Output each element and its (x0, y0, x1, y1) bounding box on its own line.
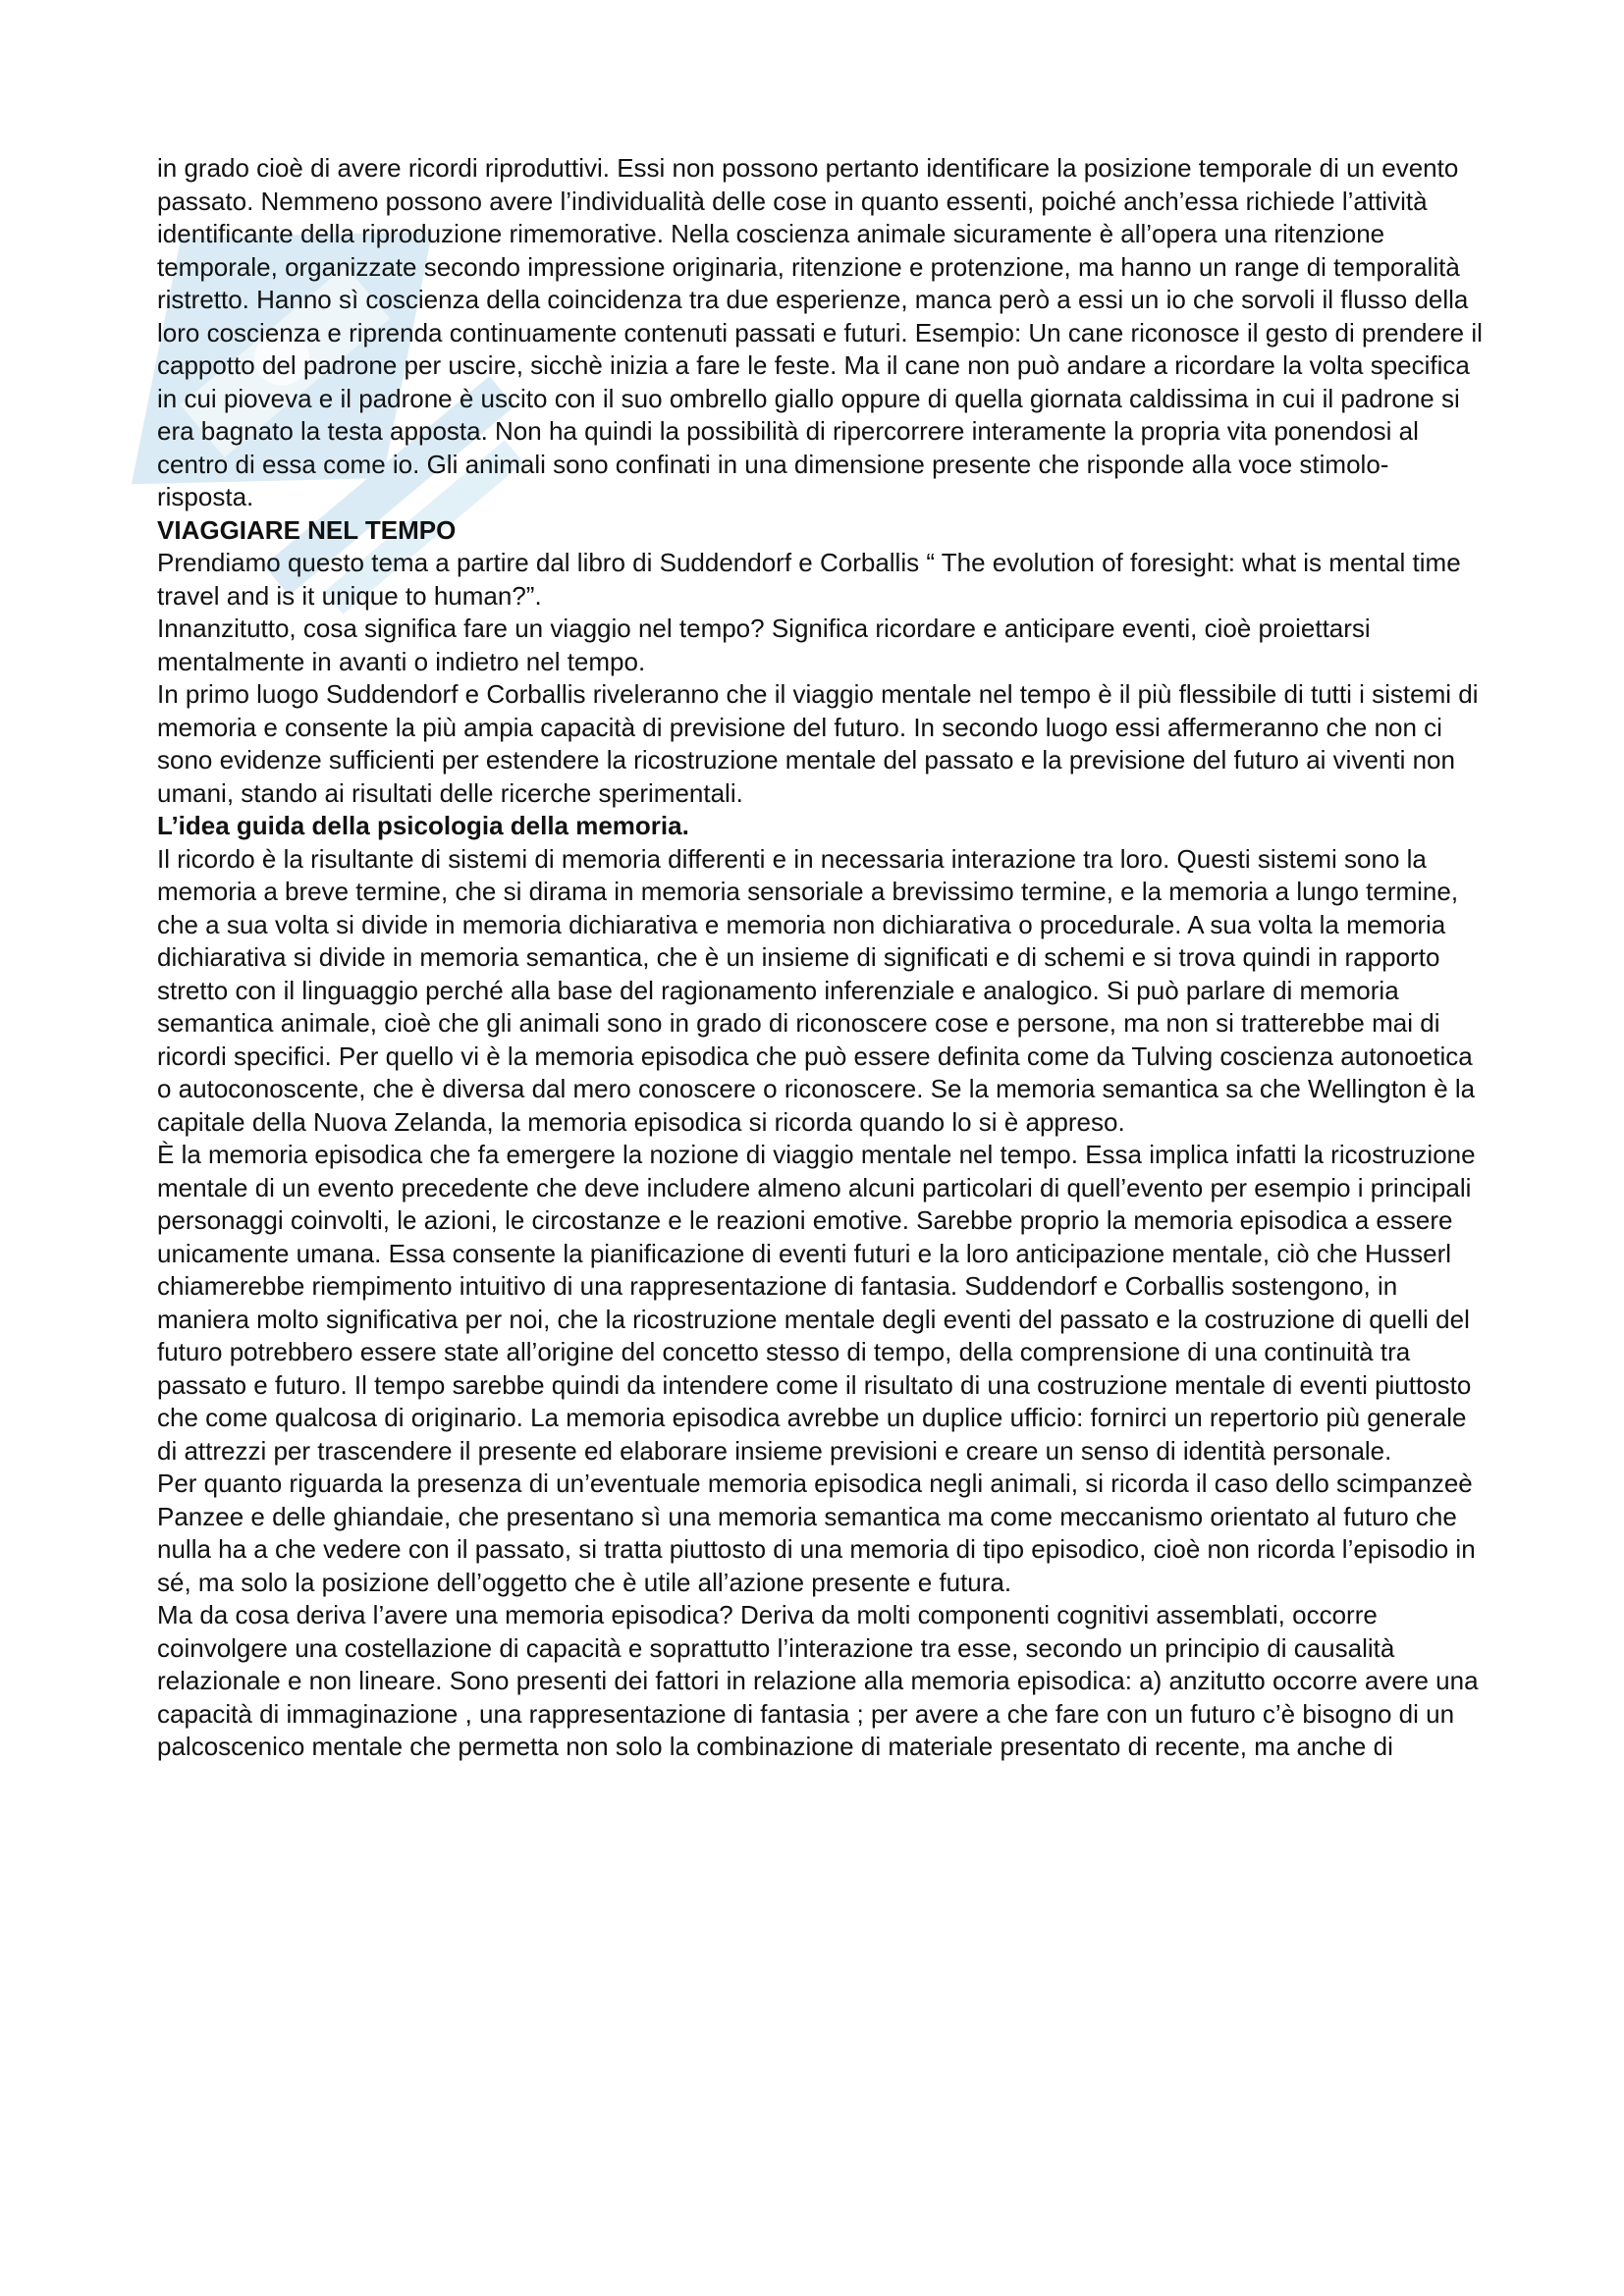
paragraph-memory-systems: Il ricordo è la risultante di sistemi di memoria differenti e in necessaria interazione tra loro. Questi sistemi sono la memoria a breve termine, che si dirama in memoria sensoriale a brevissimo termine, e la memoria a lungo termine, che a sua volta si divide in memoria dichiarativa e memoria non dichiarativa o procedurale. A sua volta la memoria dichiarativa si divide in memoria semantica, che è un insieme di significati e di schemi e si trova quindi in rapporto stretto con il linguaggio perché alla base del ragionamento inferenziale e analogico. Si può parlare di memoria semantica animale, cioè che gli animali sono in grado di riconoscere cose e persone, ma non si tratterebbe mai di ricordi specifici. Per quello vi è la memoria episodica che può essere definita come da Tulving coscienza autonoetica o autoconoscente, che è diversa dal mero conoscere o riconoscere. Se la memoria semantica sa che Wellington è la capitale della Nuova Zelanda, la memoria episodica si ricorda quando lo si è appreso. (157, 843, 1476, 1137)
paragraph-intro: in grado cioè di avere ricordi riproduttivi. Essi non possono pertanto identificare la posizione temporale di un evento passato. Nemmeno possono avere l’individualità delle cose in quanto essenti, poiché anch’essa richiede l’attività identificante della riproduzione rimemorative. Nella coscienza animale sicuramente è all’opera una ritenzione temporale, organizzate secondo impressione originaria, ritenzione e protenzione, ma hanno un range di temporalità ristretto. Hanno sì coscienza della coincidenza tra due esperienze, manca però a essi un io che sorvoli il flusso della loro coscienza e riprenda continuamente contenuti passati e futuri. Esempio: Un cane riconosce il gesto di prendere il cappotto del padrone per uscire, sicchè inizia a fare le feste. Ma il cane non può andare a ricordare la volta specifica in cui pioveva e il padrone è uscito con il suo ombrello giallo oppure di quella giornata caldissima in cui il padrone si era bagnato la testa apposta. Non ha quindi la possibilità di ripercorrere interamente la propria vita ponendosi al centro di essa come io. Gli animali sono confinati in una dimensione presente che risponde alla voce stimolo-risposta. (157, 153, 1483, 511)
document-body (157, 152, 1485, 1764)
paragraph-suddendorf-book: Prendiamo questo tema a partire dal libro di Suddendorf e Corballis “ The evolution of foresight: what is mental time travel and is it unique to human?”. (157, 548, 1461, 611)
paragraph-animals-episodic: Per quanto riguarda la presenza di un’eventuale memoria episodica negli animali, si ricorda il caso dello scimpanzeè Panzee e delle ghiandaie, che presentano sì una memoria semantica ma come meccanismo orientato al futuro che nulla ha a che vedere con il passato, si tratta piuttosto di una memoria di tipo episodico, cioè non ricorda l’episodio in sé, ma solo la posizione dell’oggetto che è utile all’azione presente e futura. (157, 1468, 1476, 1597)
paragraph-first-second-claims: In primo luogo Suddendorf e Corballis riveleranno che il viaggio mentale nel tempo è il più flessibile di tutti i sistemi di memoria e consente la più ampia capacità di previsione del futuro. In secondo luogo essi affermeranno che non ci sono evidenze sufficienti per estendere la ricostruzione mentale del passato e la previsione del futuro ai viventi non umani, stando ai risultati delle ricerche sperimentali. (157, 679, 1479, 808)
paragraph-time-travel-definition: Innanzitutto, cosa significa fare un viaggio nel tempo? Significa ricordare e anticipare eventi, cioè proiettarsi mentalmente in avanti o indietro nel tempo. (157, 614, 1371, 676)
heading-viaggiare-nel-tempo: VIAGGIARE NEL TEMPO (157, 514, 457, 545)
heading-idea-guida: L’idea guida della psicologia della memoria. (157, 811, 689, 840)
paragraph-episodic-memory: È la memoria episodica che fa emergere la nozione di viaggio mentale nel tempo. Essa implica infatti la ricostruzione mentale di un evento precedente che deve includere almeno alcuni particolari di quell’evento per esempio i principali personaggi coinvolti, le azioni, le circostanze e le reazioni emotive. Sarebbe proprio la memoria episodica a essere unicamente umana. Essa consente la pianificazione di eventi futuri e la loro anticipazione mentale, ciò che Husserl chiamerebbe riempimento intuitivo di una rappresentazione di fantasia. Suddendorf e Corballis sostengono, in maniera molto significativa per noi, che la ricostruzione mentale degli eventi del passato e la costruzione di quelli del futuro potrebbero essere state all’origine del concetto stesso di tempo, della comprensione di una continuità tra passato e futuro. Il tempo sarebbe quindi da intendere come il risultato di una costruzione mentale di eventi piuttosto che come qualcosa di originario. La memoria episodica avrebbe un duplice ufficio: fornirci un repertorio più generale di attrezzi per trascendere il presente ed elaborare insieme previsioni e creare un senso di identità personale. (157, 1140, 1476, 1466)
paragraph-origin-episodic: Ma da cosa deriva l’avere una memoria episodica? Deriva da molti componenti cognitivi assemblati, occorre coinvolgere una costellazione di capacità e soprattutto l’interazione tra esse, secondo un principio di causalità relazionale e non lineare. Sono presenti dei fattori in relazione alla memoria episodica: a) anzitutto occorre avere una capacità di immaginazione , una rappresentazione di fantasia ; per avere a che fare con un futuro c’è bisogno di un palcoscenico mentale che permetta non solo la combinazione di materiale presentato di recente, ma anche di (157, 1600, 1479, 1761)
